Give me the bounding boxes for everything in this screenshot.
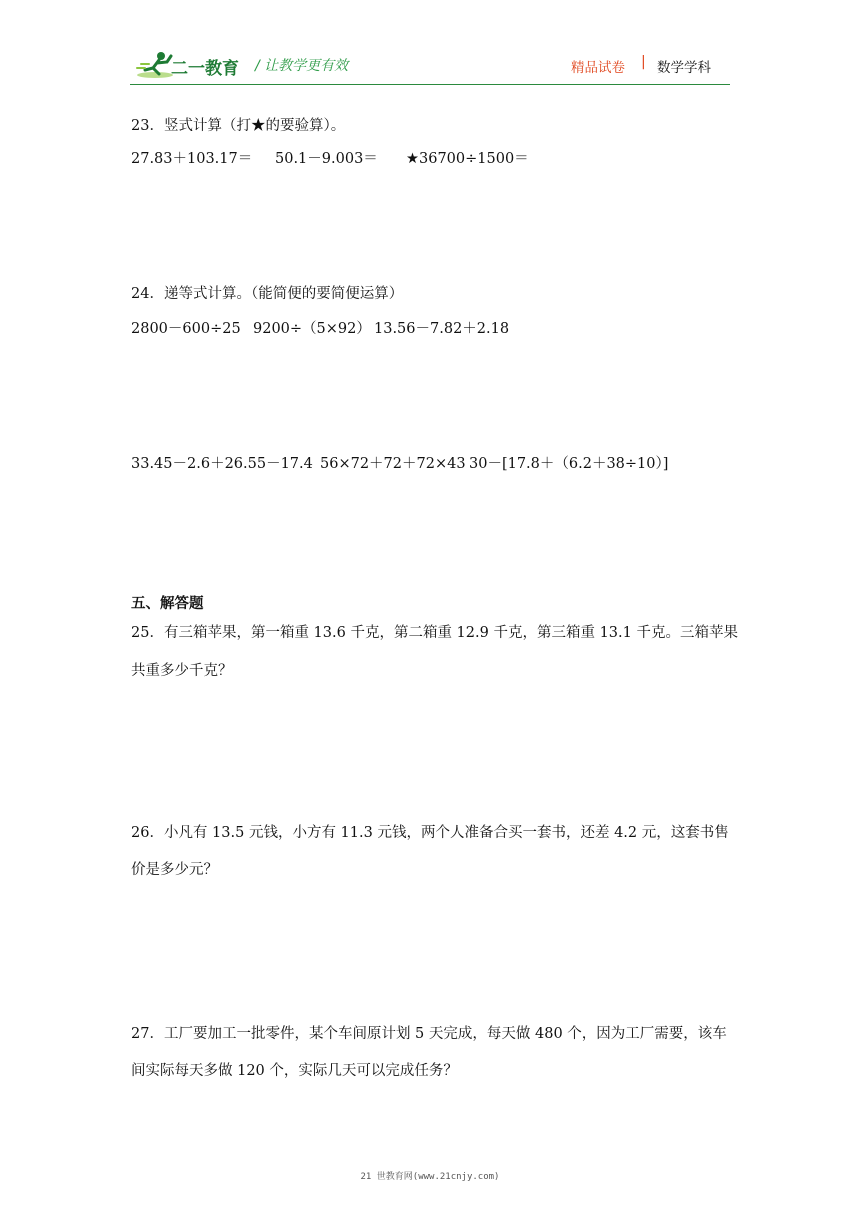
page-footer: 21 世教育网(www.21cnjy.com) (360, 1172, 500, 1182)
q27-line-1: 27．工厂要加工一批零件，某个车间原计划 5 天完成，每天做 480 个，因为工厂需要，该车 (131, 1026, 727, 1042)
q26-line-1: 26．小凡有 13.5 元钱，小方有 11.3 元钱，两个人准备合买一套书，还差 4.2 元，这套书售 (131, 825, 729, 841)
q27-line-2: 间实际每天多做 120 个，实际几天可以完成任务？ (131, 1063, 458, 1079)
slogan: / 让教学更有效 (255, 58, 349, 74)
section-5-heading: 五、解答题 (131, 596, 204, 612)
q23-title: 23．竖式计算（打★的要验算）。 (131, 118, 346, 134)
q24-row2-item-3: 30－[17.8＋（6.2＋38÷10）] (469, 456, 669, 472)
header-label-premium: 精品试卷 (571, 60, 625, 76)
q24-row2-item-2: 56×72＋72＋72×43 (320, 456, 466, 472)
q23-item-2: 50.1－9.003＝ (275, 151, 378, 167)
q24-row2-item-1: 33.45－2.6＋26.55－17.4 (131, 456, 313, 472)
header-divider (130, 84, 730, 85)
q24-row1-item-2: 9200÷（5×92） (253, 321, 371, 337)
q23-item-3: ★36700÷1500＝ (406, 151, 529, 167)
logo-text: 二一教育 (171, 59, 239, 79)
header-label-subject: 数学学科 (657, 60, 711, 76)
q24-row1-item-1: 2800－600÷25 (131, 321, 241, 337)
header-separator: | (641, 54, 646, 70)
q25-line-1: 25．有三箱苹果，第一箱重 13.6 千克，第二箱重 12.9 千克，第三箱重 13.1 千克。三箱苹果 (131, 625, 738, 641)
q24-row1-item-3: 13.56－7.82＋2.18 (374, 321, 510, 337)
q26-line-2: 价是多少元？ (131, 862, 218, 878)
q24-title: 24．递等式计算。（能简便的要简便运算） (131, 286, 404, 302)
q23-item-1: 27.83＋103.17＝ (131, 151, 253, 167)
q25-line-2: 共重多少千克？ (131, 663, 233, 679)
